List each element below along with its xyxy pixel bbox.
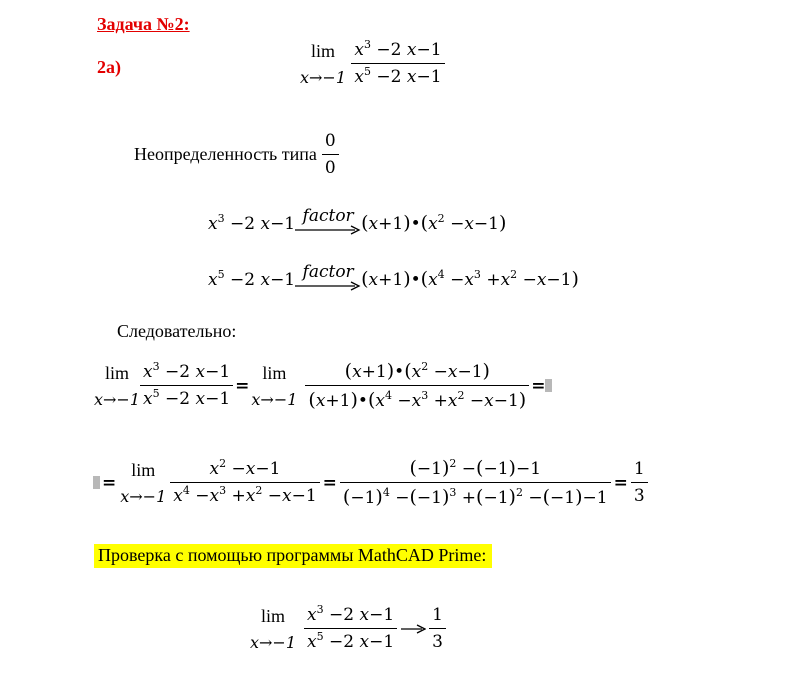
indeterminacy-num: 0 [324, 131, 336, 151]
lim-word: lim [311, 40, 336, 61]
indeterminacy-fraction [322, 131, 339, 178]
limit-operator: lim x→−1 [94, 362, 141, 409]
factor-label: factor [302, 262, 354, 282]
limit-operator: lim x→−1 [251, 362, 298, 409]
main-limit-expression [300, 40, 445, 87]
limit-approach: x→−1 [300, 67, 347, 87]
part-label: 2а) [97, 57, 121, 77]
therefore-text: Следовательно: [117, 321, 237, 341]
factor-arrow-icon [295, 206, 361, 236]
arrow-right-icon [400, 623, 426, 635]
factor-arrow-icon [295, 262, 361, 292]
limit-fraction: $\frac{x^3 -2 x-1}{x^5 -2 x-1}$ [351, 40, 444, 87]
mathcad-check-heading: Проверка с помощью программы MathCAD Prime: [94, 544, 492, 568]
limit-operator: lim x→−1 [250, 605, 297, 652]
indeterminacy-den: 0 [322, 154, 339, 178]
factor-line-numerator: $x^3 -2$ x−1 factor $(x+1)•(x^2 -x-1)$ [208, 206, 507, 234]
factor-label: factor [302, 206, 354, 226]
placeholder-marker [93, 476, 100, 489]
mathcad-limit-result: lim x→−1 $\frac{x^3 -2 x-1}{x^5 -2 x-1}$ $\frac{1}{3}$ [250, 605, 446, 652]
factor-line-denominator: $x^5 -2$ x−1 factor $(x+1)•(x^4 -x^3 +x^2 -x-1)$ [208, 262, 579, 290]
indeterminacy-line [134, 131, 339, 178]
result-fraction: $\frac{1}{3}$ [631, 459, 648, 506]
task-title: Задача №2: [97, 14, 190, 34]
limit-operator: lim x→−1 [120, 459, 167, 506]
mathcad-result-fraction: $\frac{1}{3}$ [429, 605, 446, 652]
indeterminacy-text: Неопределенность типа [134, 144, 317, 164]
limit-operator [300, 41, 346, 87]
equation-line-1: lim x→−1 $\frac{x^3 -2 x-1}{x^5 -2 x-1}$ = lim x→−1 $\frac{(x+1)•(x^2 -x-1)}{(x+1)•(x^4 -x^3 +x^2 -x-1)}$ = [94, 360, 552, 411]
equation-line-2: = lim x→−1 $\frac{x^2 -x-1}{x^4 -x^3 +x^2 -x-1}$ = $\frac{(-1)^2 -(-1)-1}{(-1)^4 -(-1)^3 +(-1)^2 -(-1)-1}$ = $\frac{1}{3}$ [93, 457, 648, 508]
placeholder-marker [545, 379, 552, 392]
